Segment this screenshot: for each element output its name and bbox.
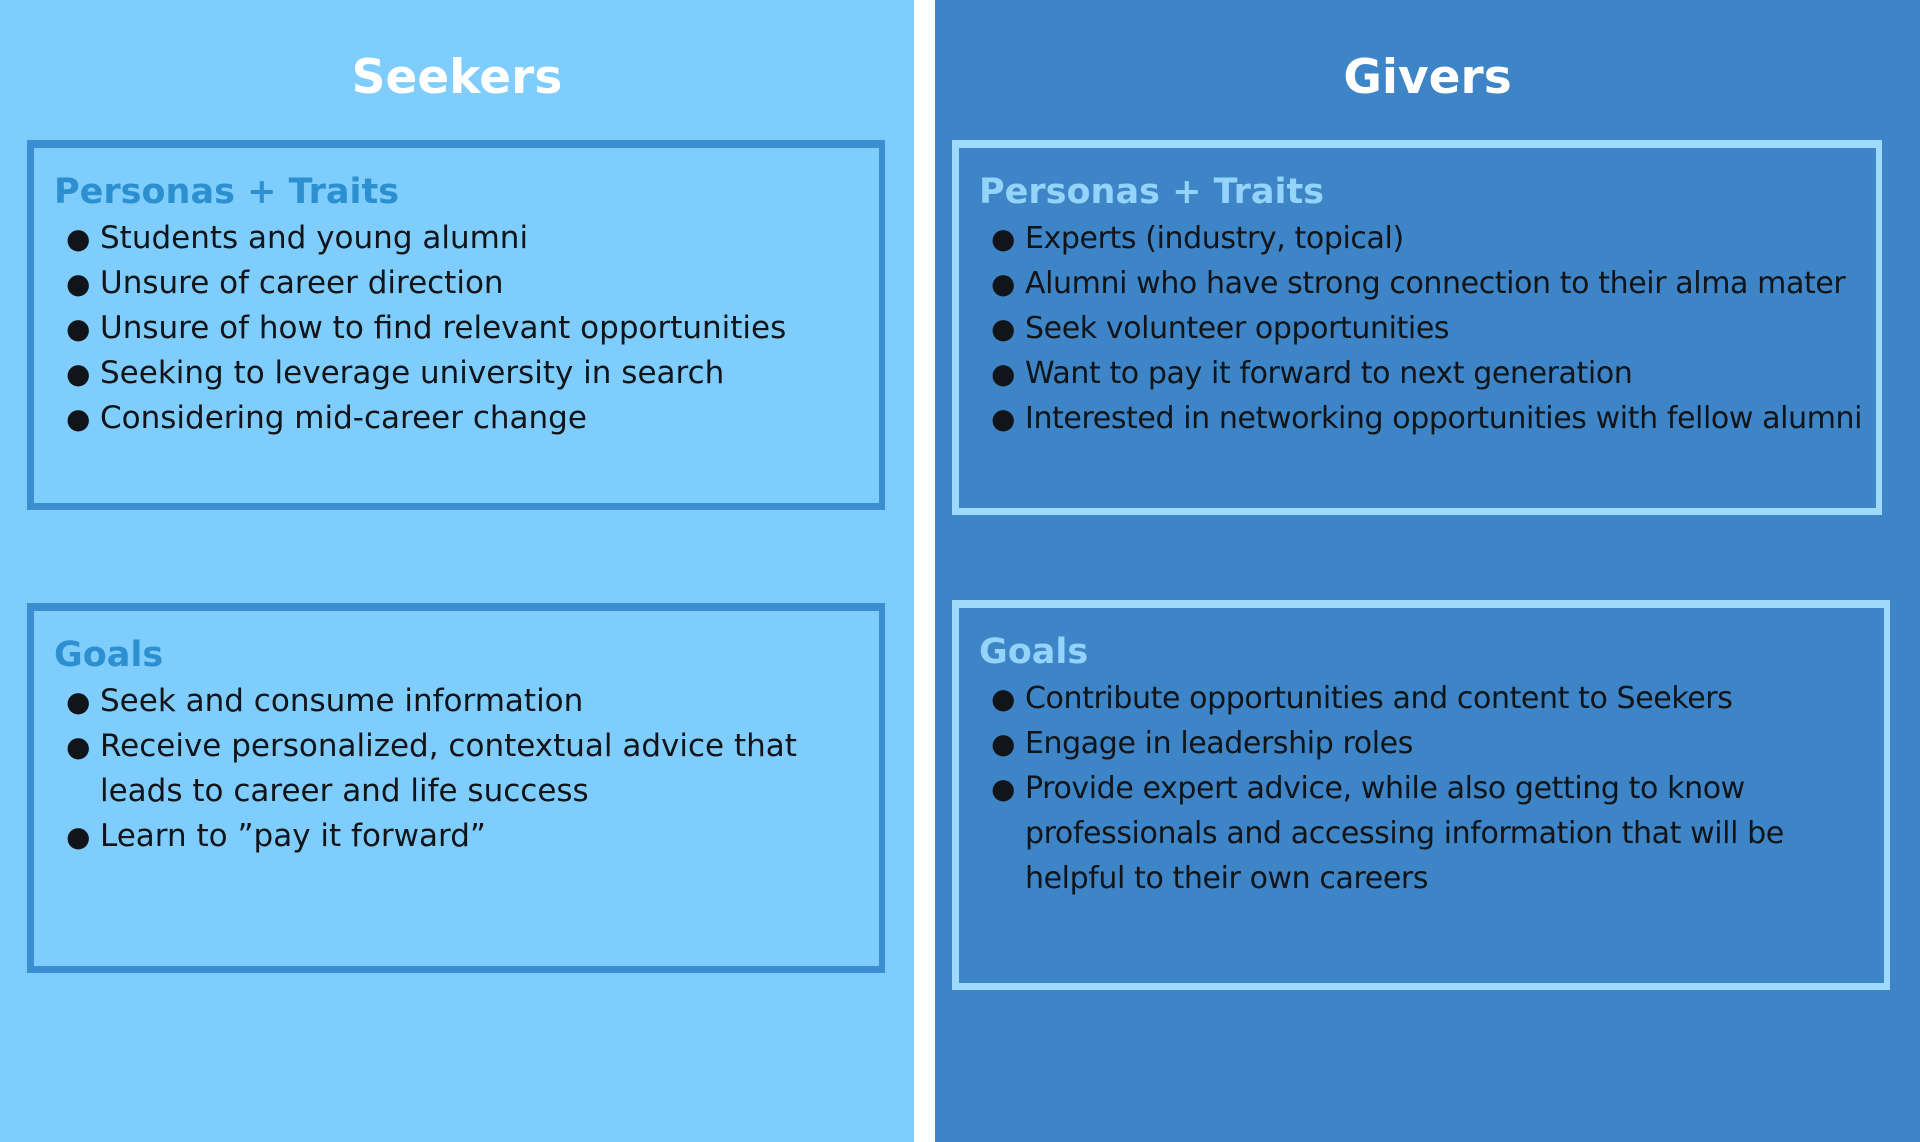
list-item-text: Interested in networking opportunities with fellow alumni	[1025, 401, 1863, 436]
list-item-text: Want to pay it forward to next generation	[1025, 356, 1633, 391]
list-item	[54, 261, 873, 306]
bullet-icon: ●	[66, 685, 91, 718]
bullet-icon: ●	[991, 312, 1016, 345]
list-item	[54, 306, 873, 351]
list-item-text: Students and young alumni	[100, 220, 529, 256]
seekers-goals-heading: Goals	[54, 635, 164, 675]
list-item	[54, 814, 873, 859]
givers-goals-card	[952, 600, 1890, 990]
seekers-panel	[0, 0, 914, 1142]
givers-goals-list	[979, 676, 1878, 901]
bullet-icon: ●	[66, 402, 91, 435]
list-item	[54, 396, 873, 441]
bullet-icon: ●	[66, 312, 91, 345]
list-item-text: Learn to ”pay it forward”	[100, 818, 486, 854]
bullet-icon: ●	[66, 267, 91, 300]
list-item	[54, 724, 873, 814]
givers-personas-card	[952, 140, 1882, 515]
bullet-icon: ●	[991, 682, 1016, 715]
seekers-personas-list	[54, 216, 873, 441]
seekers-goals-card	[27, 603, 885, 973]
bullet-icon: ●	[991, 727, 1016, 760]
bullet-icon: ●	[991, 222, 1016, 255]
givers-personas-heading: Personas + Traits	[979, 172, 1325, 212]
list-item-text: Seek volunteer opportunities	[1025, 311, 1450, 346]
list-item	[979, 261, 1870, 306]
seekers-title: Seekers	[351, 50, 563, 105]
list-item-text: Receive personalized, contextual advice that leads to career and life success	[100, 728, 797, 809]
list-item-text: Considering mid-career change	[100, 400, 587, 436]
seekers-goals-list	[54, 679, 873, 859]
list-item-text: Unsure of career direction	[100, 265, 504, 301]
list-item	[979, 306, 1870, 351]
bullet-icon: ●	[66, 730, 91, 763]
list-item	[979, 351, 1870, 396]
list-item	[979, 396, 1870, 441]
list-item-text: Experts (industry, topical)	[1025, 221, 1404, 256]
list-item-text: Seeking to leverage university in search	[100, 355, 725, 391]
bullet-icon: ●	[991, 357, 1016, 390]
list-item-text: Provide expert advice, while also getting to know professionals and accessing information that will be helpful to their own careers	[1025, 771, 1784, 896]
bullet-icon: ●	[66, 222, 91, 255]
list-item-text: Alumni who have strong connection to their alma mater	[1025, 266, 1846, 301]
seekers-personas-card	[27, 140, 885, 510]
list-item-text: Engage in leadership roles	[1025, 726, 1413, 761]
bullet-icon: ●	[66, 357, 91, 390]
givers-personas-list	[979, 216, 1870, 441]
list-item	[979, 676, 1878, 721]
seekers-personas-heading: Personas + Traits	[54, 172, 400, 212]
bullet-icon: ●	[66, 820, 91, 853]
bullet-icon: ●	[991, 402, 1016, 435]
list-item	[979, 721, 1878, 766]
list-item	[979, 766, 1878, 901]
list-item-text: Unsure of how to find relevant opportunities	[100, 310, 787, 346]
givers-goals-heading: Goals	[979, 632, 1089, 672]
bullet-icon: ●	[991, 267, 1016, 300]
list-item-text: Seek and consume information	[100, 683, 584, 719]
list-item	[54, 216, 873, 261]
list-item	[979, 216, 1870, 261]
bullet-icon: ●	[991, 772, 1016, 805]
list-item-text: Contribute opportunities and content to Seekers	[1025, 681, 1733, 716]
givers-panel	[935, 0, 1920, 1142]
list-item	[54, 679, 873, 724]
list-item	[54, 351, 873, 396]
givers-title: Givers	[1343, 50, 1512, 105]
